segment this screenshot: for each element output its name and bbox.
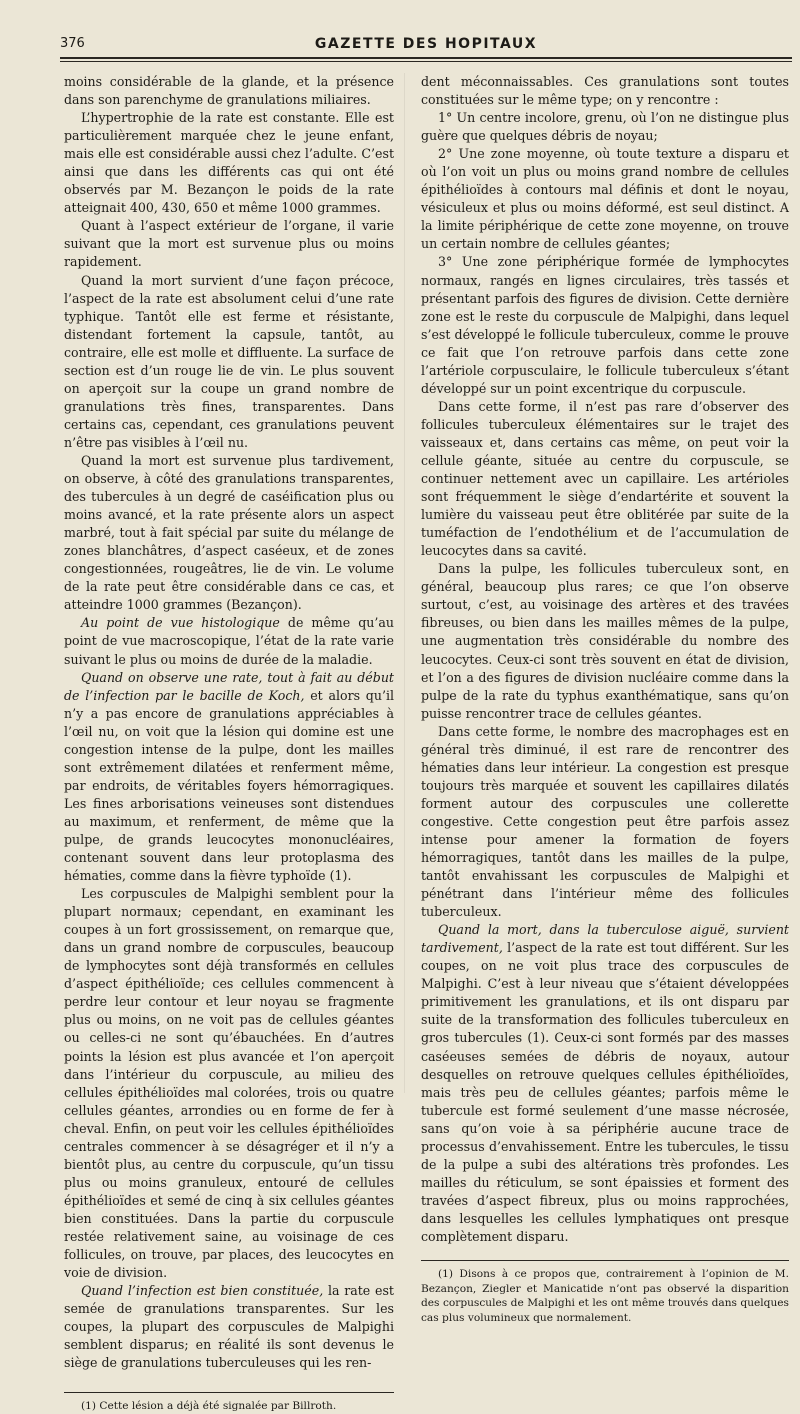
right-column	[421, 73, 789, 1325]
paragraph: Quant à l’aspect extérieur de l’organe, il varie suivant que la mort est survenue plus ou moins rapidement.	[64, 218, 394, 270]
italic-lead: Quand l’infection est bien constituée,	[81, 1283, 324, 1299]
paragraph-text: et alors qu’il n’y a pas encore de granulations appréciables à l’œil nu, on voit que la lésion qui domine est une congestion intense de la pulpe, dont les mailles sont extrêmement dilatées et renferment même, par endroits, de véritables foyers hémorragiques. Les fines arborisations veineuses sont distendues au maximum, et renferment, de même que la pulpe, de grands leucocytes mononucléaires, contenant souvent dans leur protoplasma des hématies, comme dans la fièvre typhoïde (1).	[64, 687, 394, 884]
paragraph	[64, 669, 394, 886]
paragraph: moins considérable de la glande, et la présence dans son parenchyme de granulations miliaires.	[64, 74, 394, 108]
paragraph: Dans cette forme, le nombre des macrophages est en général très diminué, il est rare de rencontrer des hématies dans leur intérieur. La congestion est presque toujours très marquée et souvent les capillaires dilatés forment autour des corpuscules une collerette congestive. Cette congestion peut être parfois assez intense pour amener la formation de foyers hémorragiques, tantôt dans les mailles de la pulpe, tantôt envahissant les corpuscules de Malpighi et pénétrant dans l’intérieur même des follicules tuberculeux.	[421, 723, 789, 920]
page-header	[60, 34, 792, 56]
paragraph	[64, 1282, 394, 1372]
paragraph: 1° Un centre incolore, grenu, où l’on ne distingue plus guère que quelques débris de noyau;	[421, 110, 789, 144]
paragraph: 3° Une zone périphérique formée de lymphocytes normaux, rangés en lignes circulaires, très tassés et présentant parfois des figures de division. Cette dernière zone est le reste du corpuscule de Malpighi, dans lequel s’est développé le follicule tuberculeux, comme le prouve ce fait que l’on retrouve parfois dans cette zone l’artériole corpusculaire, le follicule tuberculeux s’étant développé sur un point excentrique du corpuscule.	[421, 254, 789, 396]
italic-lead: Quand on observe une rate, tout à fait au début de l’infection par le bacille de Koch,	[64, 669, 394, 703]
italic-lead: Quand la mort, dans la tuberculose aiguë, survient tardivement,	[421, 922, 789, 956]
paragraph	[421, 921, 789, 1246]
header-rule-thick	[60, 57, 792, 59]
paragraph: Dans la pulpe, les follicules tuberculeux sont, en général, beaucoup plus rares; ce que l’on observe surtout, c’est, au voisinage des artères et des travées fibreuses, ou bien dans les mailles mêmes de la pulpe, une augmentation très considérable du nombre des leucocytes. Ceux-ci sont très souvent en état de division, et l’on a des figures de division nucléaire comme dans la pulpe de la rate du typhus exanthématique, sans qu’on puisse rencontrer trace de cellules géantes.	[421, 561, 789, 721]
column-gutter	[404, 73, 405, 1093]
journal-title: GAZETTE DES HOPITAUX	[314, 36, 538, 52]
footnote: (1) Disons à ce propos que, contrairement à l’opinion de M. Bezançon, Ziegler et Manicatide n’ont pas observé la disparition des corpuscules de Malpighi et les ont même trouvés dans quelques cas plus volumineux que normalement.	[421, 1268, 789, 1324]
paragraph: 2° Une zone moyenne, où toute texture a disparu et où l’on voit un plus ou moins grand nombre de cellules épithélioïdes à contours mal définis et dont le noyau, vésiculeux et plus ou moins déformé, est seul distinct. A la limite périphérique de cette zone moyenne, on trouve un certain nombre de cellules géantes;	[421, 146, 789, 252]
paragraph-text: la rate est semée de granulations transparentes. Sur les coupes, la plupart des corpuscules de Malpighi semblent disparus; en réalité ils sont devenus le siège de granulations tuberculeuses qui les ren-	[64, 1283, 394, 1371]
paragraph: Quand la mort est survenue plus tardivement, on observe, à côté des granulations transparentes, des tubercules à un degré de caséification plus ou moins avancé, et la rate présente alors un aspect marbré, tout à fait spécial par suite du mélange de zones blanchâtres, d’aspect caséeux, et de zones congestionnées, rougeâtres, lie de vin. Le volume de la rate peut être considérable dans ce cas, et atteindre 1000 grammes (Bezançon).	[64, 452, 394, 613]
left-column	[64, 73, 394, 1414]
italic-lead: Au point de vue histologique	[81, 615, 280, 631]
footnote-rule	[421, 1260, 789, 1261]
paragraph: Dans cette forme, il n’est pas rare d’observer des follicules tuberculeux élémentaires sur le trajet des vaisseaux et, dans certains cas même, on peut voir la cellule géante, située au centre du corpuscule, se continuer nettement avec un capillaire. Les artérioles sont fréquemment le siège d’endartérite et souvent la lumière du vaisseau peut être oblitérée par suite de la tuméfaction de l’endothélium et de l’accumulation de leucocytes dans sa cavité.	[421, 398, 789, 559]
page-number: 376	[60, 36, 85, 51]
paragraph: L’hypertrophie de la rate est constante. Elle est particulièrement marquée chez le jeune enfant, mais elle est considérable aussi chez l’adulte. C’est ainsi que dans les différents cas qui ont été observés par M. Bezançon le poids de la rate atteignait 400, 430, 650 et même 1000 grammes.	[64, 110, 394, 216]
paragraph-text: de même qu’au point de vue macroscopique, l’état de la rate varie suivant le plus ou moins de durée de la maladie.	[64, 615, 395, 667]
paragraph: dent méconnaissables. Ces granulations sont toutes constituées sur le même type; on y rencontre :	[421, 74, 789, 108]
footnote-rule	[64, 1392, 394, 1393]
paragraph	[64, 614, 394, 668]
paragraph-text: l’aspect de la rate est tout différent. Sur les coupes, on ne voit plus trace des corpuscules de Malpighi. C’est à leur niveau que s’étaient développées primitivement les granulations, et ils ont disparu par suite de la transformation des follicules tuberculeux en gros tubercules (1). Ceux-ci sont formés par des masses caséeuses semées de débris de noyaux, autour desquelles on retrouve quelques cellules épithélioïdes, mais très peu de cellules géantes; parfois même le tubercule est formé seulement d’une masse nécrosée, sans qu’on voie à sa périphérie aucune trace de processus d’envahissement. Entre les tubercules, le tissu de la pulpe a subi des altérations très profondes. Les mailles du réticulum, se sont épaissies et forment des travées d’aspect fibreux, plus ou moins rapprochées, dans lesquelles les cellules lymphatiques ont presque complètement disparu.	[421, 940, 789, 1244]
header-rule-thin	[60, 61, 792, 62]
paragraph: Les corpuscules de Malpighi semblent pour la plupart normaux; cependant, en examinant les coupes à un fort grossissement, on remarque que, dans un grand nombre de corpuscules, beaucoup de lymphocytes sont déjà transformés en cellules d’aspect épithélioïde; ces cellules commencent à perdre leur contour et leur noyau se fragmente plus ou moins, on ne voit pas de cellules géantes ou celles-ci ne sont qu’ébauchées. En d’autres points la lésion est plus avancée et l’on aperçoit dans l’intérieur du corpuscule, au milieu des cellules épithélioïdes mal colorées, trois ou quatre cellules géantes, arrondies ou en forme de fer à cheval. Enfin, on peut voir les cellules épithélioïdes centrales commencer à se désagréger et il n’y a bientôt plus, au centre du corpuscule, qu’un tissu plus ou moins granuleux, entouré de cellules épithélioïdes et semé de cinq à six cellules géantes bien constituées. Dans la partie du corpuscule restée relativement saine, au voisinage de ces follicules, on trouve, par places, des leucocytes en voie de division.	[64, 886, 394, 1281]
footnote: (1) Cette lésion a déjà été signalée par Billroth.	[81, 1400, 337, 1413]
paragraph: Quand la mort survient d’une façon précoce, l’aspect de la rate est absolument celui d’une rate typhique. Tantôt elle est ferme et résistante, distendant fortement la capsule, tantôt, au contraire, elle est molle et diffluente. La surface de section est d’un rouge lie de vin. Le plus souvent on aperçoit sur la coupe un grand nombre de granulations très fines, transparentes. Dans certains cas, cependant, ces granulations peuvent n’être pas visibles à l’œil nu.	[64, 272, 394, 450]
